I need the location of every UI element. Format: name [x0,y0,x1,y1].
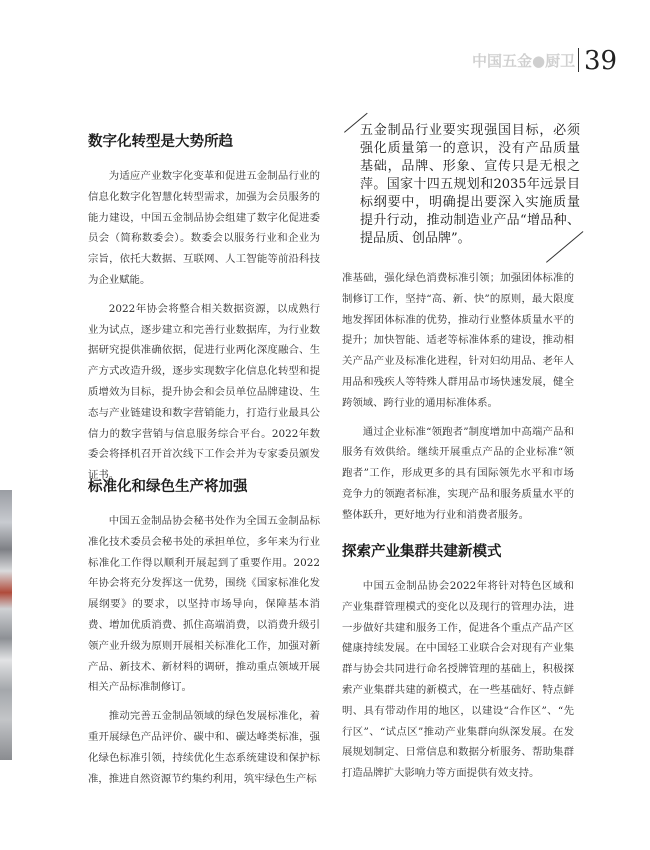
paragraph: 准基础，强化绿色消费标准引领；加强团体标准的制修订工作，坚持“高、新、快”的原则，最大限度地发挥团体标准的优势，推动行业整体质量水平的提升；加快智能、适老等标准体系的建设，推动相关产品产业及标准化进程，针对妇幼用品、老年人用品和残疾人等特殊人群用品市场快速发展，健全跨领域、跨行业的通用标准体系。 [342,272,574,409]
edge-photo-strip [0,490,12,760]
pull-quote: 五金制品行业要实现强国目标，必须强化质量第一的意识，没有产品质量基础，品牌、形象、宣传只是无根之萍。国家十四五规划和2035年远景目标纲要中，明确提出要深入实施质量提升行动，推动制造业产品“增品种、提品质、创品牌”。 [360,123,580,246]
section-title-industrial-cluster: 探索产业集群共建新模式 [342,544,502,560]
page-number: 39 [584,46,618,76]
section-title-standardization: 标准化和绿色生产将加强 [88,479,248,495]
section-standardization-body [88,511,320,797]
section-cluster-body [342,576,574,792]
paragraph: 中国五金制品协会秘书处作为全国五金制品标准化技术委员会秘书处的承担单位，多年来为行业标准化工作得以顺利开展起到了重要作用。2022年协会将充分发挥这一优势，围绕《国家标准化发展纲要》的要求，以坚持市场导向，保障基本消费、增加优质消费、抓住高端消费，以消费升级引领产业升级为原则开展相关标准化工作，加强对新产品、新技术、新材料的调研，推动重点领域开展相关产品标准制修订。 [88,515,320,694]
header-divider [578,48,579,72]
section-title-digital: 数字化转型是大势所趋 [88,134,233,150]
paragraph: 通过企业标准“领跑者”制度增加中高端产品和服务有效供给。继续开展重点产品的企业标准“领跑者”工作，形成更多的具有国际领先水平和市场竞争力的领跑者标准，实现产品和服务质量水平的整体跃升，更好地为行业和消费者服务。 [342,425,574,521]
paragraph: 中国五金制品协会2022年将针对特色区域和产业集群管理模式的变化以及现行的管理办法，进一步做好共建和服务工作，促进各个重点产品产区健康持续发展。在中国轻工业联合会对现有产业集群与协会共同进行命名授牌管理的基础上，积极探索产业集群共建的新模式，在一些基础好、特点鲜明、具有带动作用的地区，以建设“合作区”、“先行区”、“试点区”推动产业集群向纵深发展。在发展规划制定、日常信息和数据分析服务、帮助集群打造品牌扩大影响力等方面提供有效支持。 [342,580,574,780]
magazine-logo: 中国五金●厨卫 [472,52,576,70]
paragraph: 推动完善五金制品领域的绿色发展标准化，着重开展绿色产品评价、碳中和、碳达峰类标准，强化绿色标准引领，持续优化生态系统建设和保护标准，推进自然资源节约集约利用，筑牢绿色生产标 [88,710,320,785]
section-digital-body [88,166,320,494]
paragraph: 2022年协会将整合相关数据资源，以成熟行业为试点，逐步建立和完善行业数据库，为行业数据研究提供准确依据，促进行业两化深度融合、生产方式改造升级，逐步实现数字化信息化转型和提质增效为目标，提升协会和会员单位品牌建设、生态与产业链建设和数字营销能力，打造行业最具公信力的数字营销与信息服务综合平台。2022年数委会将择机召开首次线下工作会并为专家委员颁发证书。 [88,302,320,482]
standardization-continued-body [342,268,574,534]
paragraph: 为适应产业数字化变革和促进五金制品行业的信息化数字化智慧化转型需求，加强为会员服务的能力建设，中国五金制品协会组建了数字化促进委员会（简称数委会）。数委会以服务行业和企业为宗旨，依托大数据、互联网、人工智能等前沿科技为企业赋能。 [88,170,320,286]
